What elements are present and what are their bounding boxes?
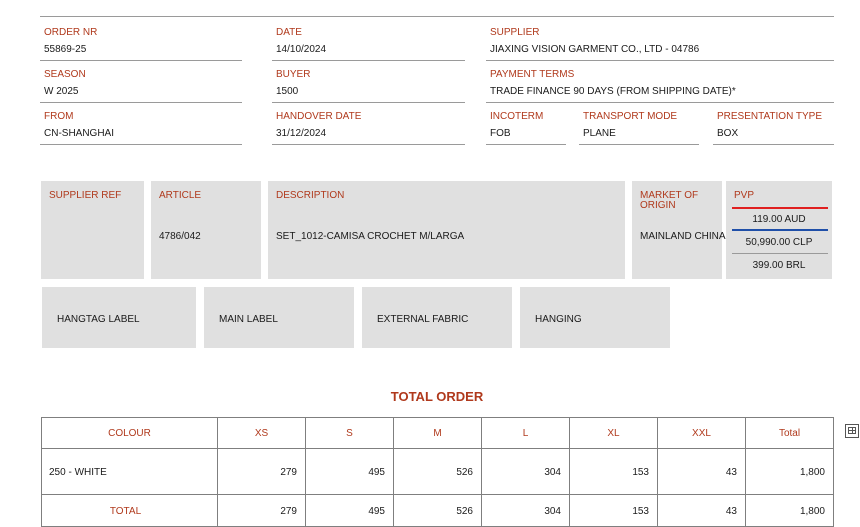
header-total: Total [746, 418, 834, 449]
order-nr-field [40, 17, 242, 61]
pvp-clp-rule [732, 229, 828, 231]
header-l: L [482, 418, 570, 449]
pvp-brl-rule [732, 253, 828, 254]
pvp-brl-value: 399.00 BRL [752, 260, 806, 271]
total-cell-label: TOTAL [42, 495, 218, 527]
total-cell-m: 526 [394, 495, 482, 527]
buyer-label: BUYER [276, 69, 311, 80]
incoterm-label: INCOTERM [490, 111, 544, 122]
header-xxl: XXL [658, 418, 746, 449]
total-cell-xxl: 43 [658, 495, 746, 527]
presentation-type-field [713, 101, 834, 145]
date-field [272, 17, 465, 61]
handover-date-label: HANDOVER DATE [276, 111, 362, 122]
cell-l: 304 [482, 449, 570, 495]
presentation-type-value: BOX [717, 128, 739, 139]
total-cell-s: 495 [306, 495, 394, 527]
article-label: ARTICLE [159, 190, 202, 201]
total-order-table [41, 417, 834, 527]
hanging-box [520, 287, 670, 348]
transport-mode-label: TRANSPORT MODE [583, 111, 678, 122]
pvp-panel [726, 181, 832, 279]
supplier-ref-label: SUPPLIER REF [49, 190, 122, 201]
cell-m: 526 [394, 449, 482, 495]
payment-terms-field [486, 59, 834, 103]
cell-s: 495 [306, 449, 394, 495]
market-of-origin-label-line2: ORIGIN [640, 200, 676, 211]
buyer-field [272, 59, 465, 103]
article-value: 4786/042 [159, 231, 201, 242]
total-cell-xl: 153 [570, 495, 658, 527]
order-nr-value: 55869-25 [44, 44, 87, 55]
supplier-ref-panel [41, 181, 144, 279]
order-nr-label: ORDER NR [44, 27, 98, 38]
external-fabric-text: EXTERNAL FABRIC [377, 314, 469, 325]
season-value: W 2025 [44, 86, 79, 97]
date-value: 14/10/2024 [276, 44, 327, 55]
from-label: FROM [44, 111, 74, 122]
table-total-row [42, 495, 834, 527]
supplier-value: JIAXING VISION GARMENT CO., LTD - 04786 [490, 44, 700, 55]
total-cell-xs: 279 [218, 495, 306, 527]
handover-date-value: 31/12/2024 [276, 128, 327, 139]
season-label: SEASON [44, 69, 86, 80]
main-label-text: MAIN LABEL [219, 314, 278, 325]
total-cell-total: 1,800 [746, 495, 834, 527]
hangtag-label-text: HANGTAG LABEL [57, 314, 140, 325]
buyer-value: 1500 [276, 86, 299, 97]
header-xl: XL [570, 418, 658, 449]
article-panel [151, 181, 261, 279]
transport-mode-value: PLANE [583, 128, 616, 139]
handover-date-field [272, 101, 465, 145]
pvp-clp-value: 50,990.00 CLP [745, 237, 813, 248]
presentation-type-label: PRESENTATION TYPE [717, 111, 823, 122]
market-of-origin-label-line1: MARKET OF [640, 190, 699, 201]
header-xs: XS [218, 418, 306, 449]
description-value: SET_1012-CAMISA CROCHET M/LARGA [276, 231, 465, 242]
from-value: CN-SHANGHAI [44, 128, 115, 139]
header-m: M [394, 418, 482, 449]
table-row [42, 449, 834, 495]
pvp-label: PVP [734, 190, 755, 201]
cell-colour: 250 - WHITE [42, 449, 218, 495]
cell-xs: 279 [218, 449, 306, 495]
pvp-aud-rule [732, 207, 828, 209]
table-header-row [42, 418, 834, 449]
description-label: DESCRIPTION [276, 190, 345, 201]
main-label-box [204, 287, 354, 348]
cell-xl: 153 [570, 449, 658, 495]
total-order-title: TOTAL ORDER [390, 389, 484, 404]
description-panel [268, 181, 625, 279]
transport-mode-field [579, 101, 699, 145]
pvp-aud-value: 119.00 AUD [752, 214, 806, 225]
incoterm-value: FOB [490, 128, 511, 139]
payment-terms-label: PAYMENT TERMS [490, 69, 575, 80]
hanging-text: HANGING [535, 314, 582, 325]
from-field [40, 101, 242, 145]
cell-xxl: 43 [658, 449, 746, 495]
header-colour: COLOUR [42, 418, 218, 449]
header-s: S [306, 418, 394, 449]
total-cell-l: 304 [482, 495, 570, 527]
market-of-origin-panel [632, 181, 726, 279]
table-icon[interactable] [845, 424, 859, 438]
external-fabric-box [362, 287, 512, 348]
season-field [40, 59, 242, 103]
date-label: DATE [276, 27, 302, 38]
incoterm-field [486, 101, 566, 145]
supplier-label: SUPPLIER [490, 27, 540, 38]
market-of-origin-value: MAINLAND CHINA [640, 231, 726, 242]
supplier-field [486, 17, 834, 61]
hangtag-label-box [42, 287, 196, 348]
market-of-origin-label [640, 191, 698, 211]
cell-total: 1,800 [746, 449, 834, 495]
payment-terms-value: TRADE FINANCE 90 DAYS (FROM SHIPPING DATE)* [490, 86, 736, 97]
